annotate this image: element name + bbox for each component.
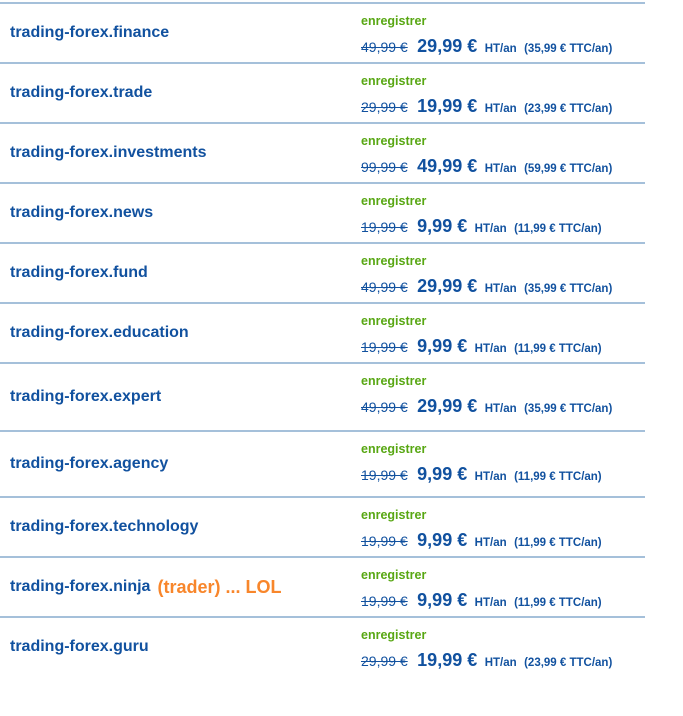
new-price: 9,99 € [417,590,468,610]
domain-cell [0,432,361,496]
domain-row [0,302,645,362]
ht-per-year-label: HT/an [474,471,507,483]
old-price: 49,99 € [361,279,408,295]
register-link[interactable]: enregistrer [361,74,427,88]
old-price: 19,99 € [361,533,408,549]
offer-cell [361,184,645,242]
old-price: 49,99 € [361,399,408,415]
ttc-per-year-label: (11,99 € TTC/an) [514,471,602,483]
ttc-per-year-label: (35,99 € TTC/an) [524,283,613,295]
old-price: 19,99 € [361,593,408,609]
new-price: 19,99 € [417,650,478,670]
price-line [361,216,645,237]
domain-cell [0,64,361,122]
domain-name: trading-forex.ninja [10,578,151,595]
ttc-per-year-label: (11,99 € TTC/an) [514,223,602,235]
ttc-per-year-label: (59,99 € TTC/an) [524,163,613,175]
domain-row [0,496,645,556]
offer-cell [361,498,645,556]
ht-per-year-label: HT/an [474,343,507,355]
offer-cell [361,558,645,616]
price-line [361,650,645,671]
domain-cell [0,184,361,242]
price-line [361,530,645,551]
old-price: 49,99 € [361,39,408,55]
domain-row [0,2,645,62]
domain-note: (trader) ... LOL [157,576,282,597]
price-line [361,590,645,611]
domain-row [0,62,645,122]
domain-results-list [0,2,645,676]
register-link[interactable]: enregistrer [361,628,427,642]
offer-cell [361,4,645,62]
old-price: 19,99 € [361,339,408,355]
ht-per-year-label: HT/an [474,597,507,609]
new-price: 9,99 € [417,530,468,550]
domain-row [0,430,645,496]
ttc-per-year-label: (11,99 € TTC/an) [514,597,602,609]
old-price: 29,99 € [361,653,408,669]
offer-cell [361,364,645,430]
new-price: 29,99 € [417,396,478,416]
domain-row [0,556,645,616]
domain-name: trading-forex.news [10,204,154,221]
domain-cell [0,618,361,676]
domain-name: trading-forex.expert [10,388,162,405]
new-price: 29,99 € [417,276,478,296]
register-link[interactable]: enregistrer [361,194,427,208]
offer-cell [361,618,645,676]
ttc-per-year-label: (23,99 € TTC/an) [524,103,613,115]
domain-cell [0,124,361,182]
ht-per-year-label: HT/an [484,43,517,55]
price-line [361,36,645,57]
new-price: 9,99 € [417,464,468,484]
domain-row [0,122,645,182]
ttc-per-year-label: (35,99 € TTC/an) [524,403,613,415]
ttc-per-year-label: (35,99 € TTC/an) [524,43,613,55]
ht-per-year-label: HT/an [484,283,517,295]
price-line [361,96,645,117]
offer-cell [361,304,645,362]
ttc-per-year-label: (11,99 € TTC/an) [514,537,602,549]
domain-row [0,242,645,302]
register-link[interactable]: enregistrer [361,314,427,328]
register-link[interactable]: enregistrer [361,14,427,28]
register-link[interactable]: enregistrer [361,374,427,388]
domain-cell [0,4,361,62]
domain-cell [0,244,361,302]
domain-name: trading-forex.fund [10,264,148,281]
register-link[interactable]: enregistrer [361,568,427,582]
register-link[interactable]: enregistrer [361,134,427,148]
domain-row [0,362,645,430]
new-price: 9,99 € [417,216,468,236]
domain-cell [0,304,361,362]
register-link[interactable]: enregistrer [361,508,427,522]
new-price: 29,99 € [417,36,478,56]
domain-name: trading-forex.guru [10,638,149,655]
register-link[interactable]: enregistrer [361,442,427,456]
offer-cell [361,432,645,496]
ht-per-year-label: HT/an [484,657,517,669]
price-line [361,156,645,177]
domain-name: trading-forex.finance [10,24,170,41]
old-price: 29,99 € [361,99,408,115]
ht-per-year-label: HT/an [474,537,507,549]
domain-cell [0,558,361,616]
ttc-per-year-label: (23,99 € TTC/an) [524,657,613,669]
ht-per-year-label: HT/an [484,163,517,175]
domain-name: trading-forex.agency [10,455,169,472]
price-line [361,464,645,485]
old-price: 19,99 € [361,219,408,235]
ht-per-year-label: HT/an [484,103,517,115]
domain-row [0,182,645,242]
domain-cell [0,364,361,430]
old-price: 99,99 € [361,159,408,175]
ttc-per-year-label: (11,99 € TTC/an) [514,343,602,355]
ht-per-year-label: HT/an [484,403,517,415]
offer-cell [361,244,645,302]
domain-name: trading-forex.education [10,324,189,341]
offer-cell [361,64,645,122]
new-price: 19,99 € [417,96,478,116]
offer-cell [361,124,645,182]
domain-name: trading-forex.investments [10,144,207,161]
domain-cell [0,498,361,556]
domain-name: trading-forex.trade [10,84,153,101]
new-price: 49,99 € [417,156,478,176]
old-price: 19,99 € [361,467,408,483]
price-line [361,276,645,297]
ht-per-year-label: HT/an [474,223,507,235]
register-link[interactable]: enregistrer [361,254,427,268]
domain-name: trading-forex.technology [10,518,199,535]
price-line [361,396,645,417]
price-line [361,336,645,357]
new-price: 9,99 € [417,336,468,356]
domain-row [0,616,645,676]
